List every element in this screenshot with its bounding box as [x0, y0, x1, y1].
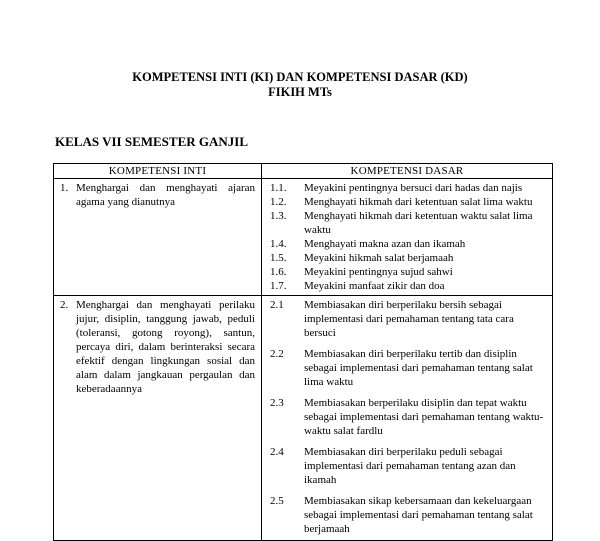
kd-item [270, 181, 548, 195]
kd-cell [262, 296, 553, 541]
ki-number: 1. [60, 182, 69, 194]
competency-table [53, 163, 553, 541]
document-subtitle: FIKIH MTs [268, 85, 332, 99]
kd-text: Membiasakan diri berperilaku peduli sebagai implementasi dari pemahaman tentang azan dan ikamah [304, 446, 516, 486]
kd-text: Menghayati hikmah dari ketentuan waktu salat lima waktu [304, 210, 533, 236]
kd-number: 1.7. [270, 280, 287, 292]
kd-text: Membiasakan berperilaku disiplin dan tepat waktu sebagai implementasi dari pemahaman tentang waktu-waktu salat fardlu [304, 397, 544, 437]
kd-number: 1.2. [270, 196, 287, 208]
ki-text: Menghargai dan menghayati ajaran agama yang dianutnya [76, 182, 255, 208]
kd-number: 1.1. [270, 182, 287, 194]
kd-item [270, 251, 548, 265]
kd-item [270, 209, 548, 237]
kd-number: 2.2 [270, 348, 284, 360]
kd-item [270, 494, 548, 536]
ki-text: Menghargai dan menghayati perilaku jujur, disiplin, tanggung jawab, peduli (toleransi, gotong royong), santun, percaya diri, dalam berinteraksi secara efektif dengan lingkungan sosial dan alam dalam jangkauan pergaulan dan keberadaannya [76, 299, 255, 395]
ki-item [54, 179, 261, 209]
kd-number: 1.6. [270, 266, 287, 278]
kd-text: Meyakini pentingnya sujud sahwi [304, 266, 453, 278]
kd-number: 2.4 [270, 446, 284, 458]
kd-text: Meyakini manfaat zikir dan doa [304, 280, 445, 292]
kd-item [270, 279, 548, 293]
kd-item [270, 195, 548, 209]
kd-number: 2.1 [270, 299, 284, 311]
kd-text: Meyakini pentingnya bersuci dari hadas dan najis [304, 182, 523, 194]
kd-item [270, 445, 548, 487]
kd-item [270, 265, 548, 279]
kd-text: Meyakini hikmah salat berjamaah [304, 252, 454, 264]
kd-list [262, 179, 552, 293]
kd-text: Membiasakan diri berperilaku bersih sebagai implementasi dari pemahaman tentang tata cara bersuci [304, 299, 514, 339]
ki-number: 2. [60, 299, 69, 311]
ki-cell [54, 179, 262, 296]
kd-item [270, 396, 548, 438]
kd-cell [262, 179, 553, 296]
table-row [54, 179, 553, 296]
header-kompetensi-inti: KOMPETENSI INTI [54, 164, 262, 179]
kd-number: 1.5. [270, 252, 287, 264]
kd-text: Menghayati makna azan dan ikamah [304, 238, 466, 250]
ki-item [54, 296, 261, 396]
kd-number: 2.5 [270, 495, 284, 507]
header-kompetensi-dasar: KOMPETENSI DASAR [262, 164, 553, 179]
document-title: KOMPETENSI INTI (KI) DAN KOMPETENSI DASAR (KD) [132, 70, 468, 84]
kd-number: 1.3. [270, 210, 287, 222]
kd-number: 2.3 [270, 397, 284, 409]
kd-item [270, 237, 548, 251]
kd-text: Menghayati hikmah dari ketentuan salat lima waktu [304, 196, 533, 208]
class-semester-heading: KELAS VII SEMESTER GANJIL [55, 134, 249, 149]
ki-cell [54, 296, 262, 541]
kd-item [270, 347, 548, 389]
kd-number: 1.4. [270, 238, 287, 250]
table-row [54, 296, 553, 541]
kd-item [270, 298, 548, 340]
kd-text: Membiasakan sikap kebersamaan dan kekeluargaan sebagai implementasi dari pemahaman tentang salat berjamaah [304, 495, 533, 535]
kd-list [262, 296, 552, 536]
table-header-row [54, 164, 553, 179]
kd-text: Membiasakan diri berperilaku tertib dan disiplin sebagai implementasi dari pemahaman tentang salat lima waktu [304, 348, 533, 388]
